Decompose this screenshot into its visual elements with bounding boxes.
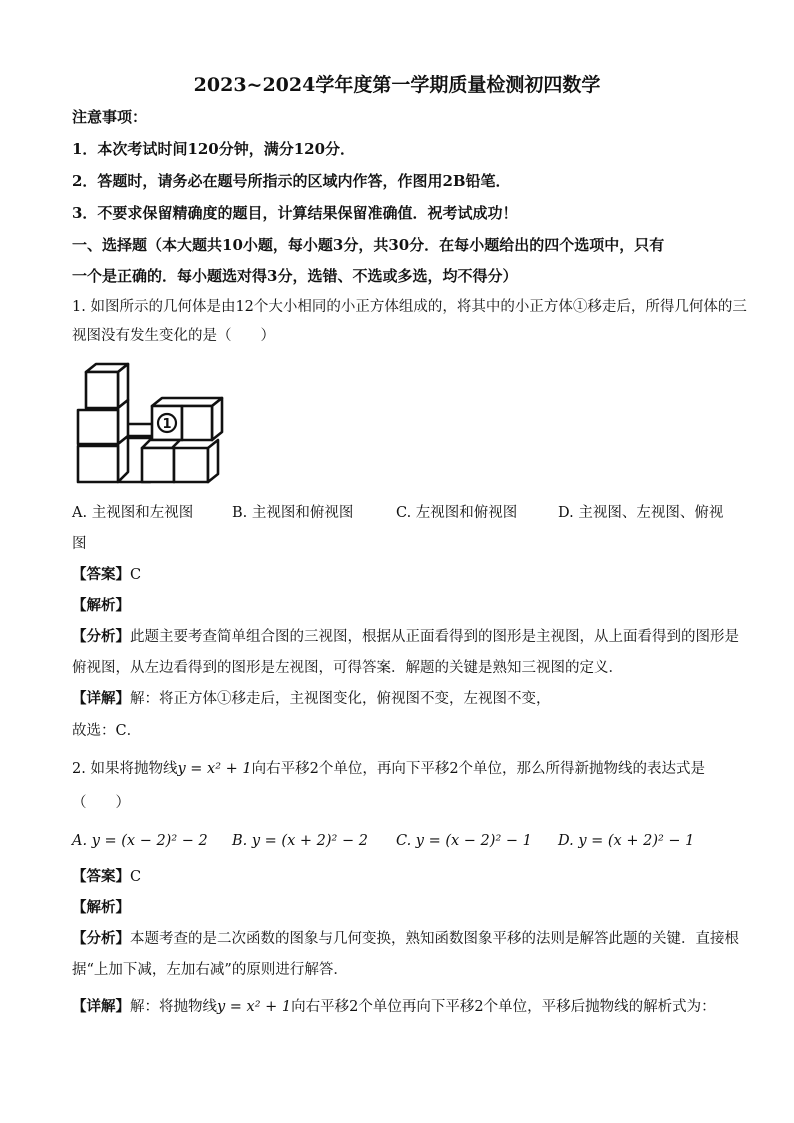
q2-xiangjie-pre: 解：将抛物线 xyxy=(130,999,217,1015)
q1-fenxi-line2: 俯视图，从左边看得到的图形是左视图，可得答案．解题的关键是熟知三视图的定义． xyxy=(72,660,623,676)
section-heading-line1: 一、选择题（本大题共10小题，每小题3分，共30分．在每小题给出的四个选项中，只有 xyxy=(72,236,665,254)
q1-option-a[interactable]: A. 主视图和左视图 xyxy=(72,505,194,521)
q2-xiangjie-post: 向右平移2个单位再向下平移2个单位，平移后抛物线的解析式为： xyxy=(291,999,716,1015)
q2-fenxi-text1: 本题考查的是二次函数的图象与几何变换，熟知函数图象平移的法则是解答此题的关键．直接根 xyxy=(130,931,739,947)
q2-stem-post: 向右平移2个单位，再向下平移2个单位，那么所得新抛物线的表达式是 xyxy=(251,761,706,777)
xiangjie-tag: 【详解】 xyxy=(72,998,130,1015)
page-title: 2023~2024学年度第一学期质量检测初四数学 xyxy=(193,74,601,96)
notice-header: 注意事项： xyxy=(72,108,148,126)
q1-option-d-wrap: 图 xyxy=(72,536,87,552)
svg-text:1: 1 xyxy=(162,417,172,432)
q1-option-d[interactable]: D. 主视图、左视图、俯视 xyxy=(558,505,724,521)
fenxi-tag: 【分析】 xyxy=(72,930,130,947)
q2-xiangjie-formula: y = x² + 1 xyxy=(217,999,292,1015)
q2-answer: C xyxy=(130,869,142,885)
q2-stem-line1 xyxy=(72,758,732,780)
q2-option-a[interactable]: A. y = (x − 2)² − 2 xyxy=(72,833,208,849)
q2-stem-line2: （ ） xyxy=(72,795,130,811)
q1-conclusion: 故选：C． xyxy=(72,723,142,739)
q1-analysis-tag: 【解析】 xyxy=(72,597,130,614)
section-heading-line2: 一个是正确的．每小题选对得3分，选错、不选或多选，均不得分） xyxy=(72,267,518,285)
answer-tag: 【答案】 xyxy=(72,868,130,885)
q1-stem-line1: 1. 如图所示的几何体是由12个大小相同的小正方体组成的，将其中的小正方体①移走后，所得几何体的三 xyxy=(72,299,747,315)
q2-analysis-tag: 【解析】 xyxy=(72,899,130,916)
q1-stem-line2: 视图没有发生变化的是（ ） xyxy=(72,328,275,344)
q1-cube-figure xyxy=(72,362,232,492)
notice-item-2: 2．答题时，请务必在题号所指示的区域内作答，作图用2B铅笔． xyxy=(72,172,511,190)
q2-answer-line xyxy=(72,866,732,888)
q1-option-b[interactable]: B. 主视图和俯视图 xyxy=(232,505,354,521)
xiangjie-tag: 【详解】 xyxy=(72,690,130,707)
q2-stem-formula: y = x² + 1 xyxy=(177,761,252,777)
q2-option-b[interactable]: B. y = (x + 2)² − 2 xyxy=(232,833,368,849)
q1-fenxi-line1 xyxy=(72,626,739,648)
q1-answer-line xyxy=(72,564,732,586)
q1-option-c[interactable]: C. 左视图和俯视图 xyxy=(396,505,518,521)
q1-xiangjie-line xyxy=(72,688,732,710)
answer-tag: 【答案】 xyxy=(72,566,130,583)
q1-answer: C xyxy=(130,567,142,583)
q1-fenxi-text1: 此题主要考查简单组合图的三视图，根据从正面看得到的图形是主视图，从上面看得到的图形是 xyxy=(130,629,739,645)
q2-stem-pre: 2. 如果将抛物线 xyxy=(72,761,178,777)
fenxi-tag: 【分析】 xyxy=(72,628,130,645)
q2-option-d[interactable]: D. y = (x + 2)² − 1 xyxy=(558,833,695,849)
notice-item-3: 3．不要求保留精确度的题目，计算结果保留准确值．祝考试成功！ xyxy=(72,204,518,222)
cube-stack-drawing xyxy=(72,362,232,488)
q2-option-c[interactable]: C. y = (x − 2)² − 1 xyxy=(396,833,532,849)
notice-item-1: 1．本次考试时间120分钟，满分120分． xyxy=(72,140,356,158)
q2-xiangjie-line xyxy=(72,996,732,1018)
q2-fenxi-line2: 据“上加下减，左加右减”的原则进行解答． xyxy=(72,962,348,978)
q1-xiangjie-text: 解：将正方体①移走后，主视图变化，俯视图不变，左视图不变， xyxy=(130,691,551,707)
q2-fenxi-line1 xyxy=(72,928,739,950)
